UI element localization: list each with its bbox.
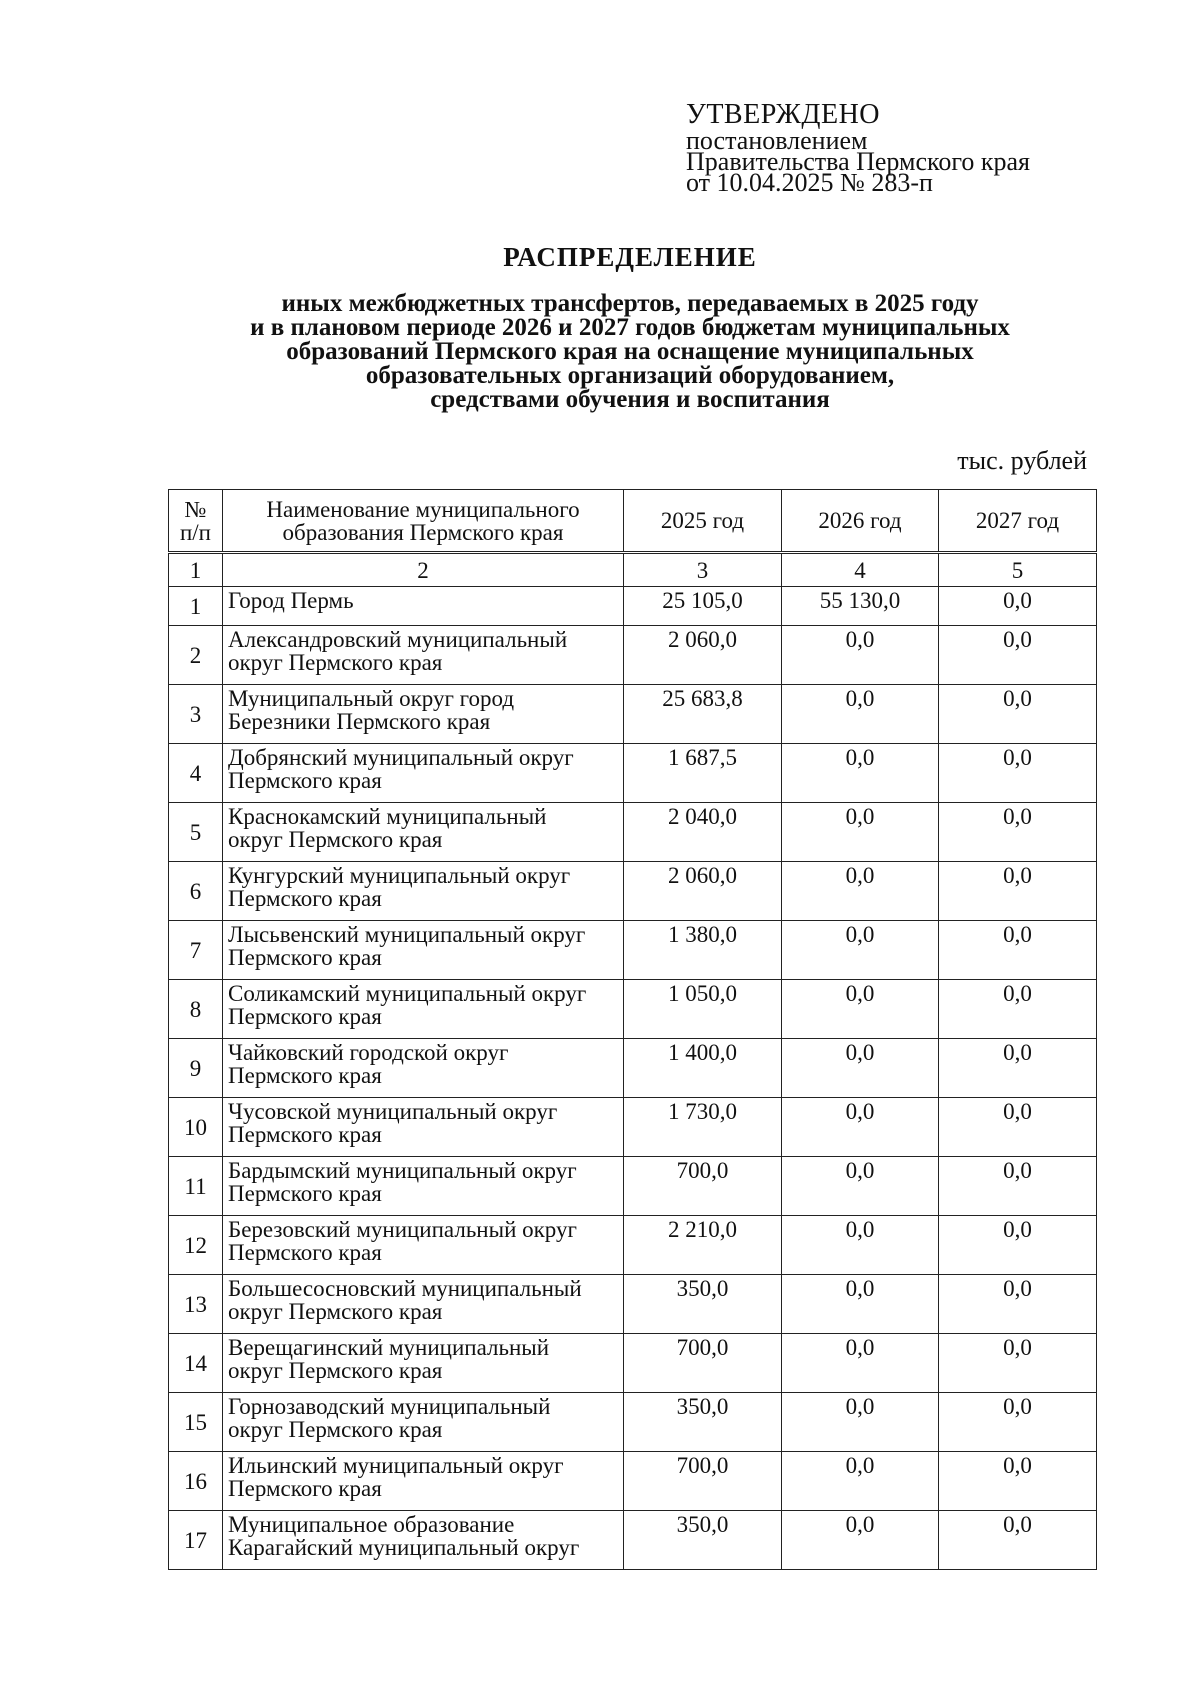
municipality-name — [223, 685, 624, 744]
table-row — [169, 1334, 1097, 1393]
municipality-name-line-2: Пермского края — [228, 945, 382, 970]
municipality-name-line-2: Пермского края — [228, 1063, 382, 1088]
value-2026: 0,0 — [782, 862, 939, 921]
table-row — [169, 1039, 1097, 1098]
units-label: тыс. рублей — [957, 446, 1087, 475]
municipality-name-line-1: Кунгурский муниципальный округ — [228, 863, 571, 888]
table-row — [169, 587, 1097, 626]
value-2026: 0,0 — [782, 921, 939, 980]
subtitle-line-2: и в плановом периоде 2026 и 2027 годов бюджетам муниципальных — [250, 314, 1010, 341]
municipality-name — [223, 1039, 624, 1098]
municipality-name-line-1: Лысьвенский муниципальный округ — [228, 922, 586, 947]
value-2025: 1 687,5 — [624, 744, 782, 803]
header-2026: 2026 год — [782, 490, 939, 553]
approval-title: УТВЕРЖДЕНО — [686, 99, 881, 130]
municipality-name-line-1: Муниципальное образование — [228, 1512, 515, 1537]
header-name — [223, 490, 624, 553]
municipality-name — [223, 1334, 624, 1393]
header-2027: 2027 год — [939, 490, 1097, 553]
subtitle-line-3: образований Пермского края на оснащение муниципальных — [286, 338, 974, 365]
value-2026: 0,0 — [782, 1511, 939, 1570]
table-header-row — [169, 490, 1097, 553]
value-2027: 0,0 — [939, 685, 1097, 744]
table-row — [169, 1275, 1097, 1334]
value-2027: 0,0 — [939, 1334, 1097, 1393]
municipality-name-line-2: Карагайский муниципальный округ — [228, 1535, 580, 1560]
municipality-name-line-1: Александровский муниципальный — [228, 627, 568, 652]
row-number: 5 — [169, 803, 223, 862]
table-row — [169, 1216, 1097, 1275]
value-2027: 0,0 — [939, 1157, 1097, 1216]
column-number: 5 — [939, 553, 1097, 587]
value-2027: 0,0 — [939, 980, 1097, 1039]
row-number: 2 — [169, 626, 223, 685]
value-2026: 0,0 — [782, 1216, 939, 1275]
table-row — [169, 862, 1097, 921]
table-row — [169, 1393, 1097, 1452]
row-number: 16 — [169, 1452, 223, 1511]
value-2027: 0,0 — [939, 626, 1097, 685]
table-row — [169, 980, 1097, 1039]
municipality-name-line-1: Краснокамский муниципальный — [228, 804, 547, 829]
value-2025: 2 040,0 — [624, 803, 782, 862]
municipality-name — [223, 1511, 624, 1570]
subtitle-line-4: образовательных организаций оборудованием, — [365, 362, 895, 389]
row-number: 13 — [169, 1275, 223, 1334]
approval-line-3: от 10.04.2025 № 283-п — [686, 168, 933, 197]
municipality-name-line-1: Ильинский муниципальный округ — [228, 1453, 564, 1478]
municipality-name — [223, 587, 624, 626]
value-2025: 25 105,0 — [624, 587, 782, 626]
municipality-name-line-2: Пермского края — [228, 1240, 382, 1265]
column-number: 3 — [624, 553, 782, 587]
value-2025: 2 060,0 — [624, 626, 782, 685]
value-2025: 700,0 — [624, 1334, 782, 1393]
value-2025: 350,0 — [624, 1275, 782, 1334]
value-2025: 2 060,0 — [624, 862, 782, 921]
value-2025: 700,0 — [624, 1157, 782, 1216]
value-2027: 0,0 — [939, 1275, 1097, 1334]
value-2027: 0,0 — [939, 1039, 1097, 1098]
value-2027: 0,0 — [939, 862, 1097, 921]
value-2026: 0,0 — [782, 1039, 939, 1098]
table-row — [169, 744, 1097, 803]
value-2026: 0,0 — [782, 1393, 939, 1452]
document-title: РАСПРЕДЕЛЕНИЕ — [503, 242, 757, 272]
municipality-name-line-1: Бардымский муниципальный округ — [228, 1158, 577, 1183]
column-number: 4 — [782, 553, 939, 587]
header-num — [169, 490, 223, 553]
municipality-name-line-1: Верещагинский муниципальный — [228, 1335, 550, 1360]
municipality-name — [223, 862, 624, 921]
municipality-name-line-2: Березники Пермского края — [228, 709, 491, 734]
municipality-name-line-2: Пермского края — [228, 1122, 382, 1147]
value-2026: 0,0 — [782, 685, 939, 744]
value-2027: 0,0 — [939, 1452, 1097, 1511]
value-2026: 0,0 — [782, 626, 939, 685]
value-2026: 0,0 — [782, 1275, 939, 1334]
value-2027: 0,0 — [939, 1511, 1097, 1570]
value-2025: 350,0 — [624, 1511, 782, 1570]
header-name-line-2: образования Пермского края — [282, 519, 564, 545]
subtitle-line-1: иных межбюджетных трансфертов, передаваемых в 2025 году — [281, 290, 979, 317]
municipality-name — [223, 1157, 624, 1216]
municipality-name — [223, 1393, 624, 1452]
row-number: 10 — [169, 1098, 223, 1157]
municipality-name-line-2: Пермского края — [228, 1181, 382, 1206]
municipality-name-line-1: Горнозаводский муниципальный — [228, 1394, 551, 1419]
municipality-name — [223, 921, 624, 980]
municipality-name — [223, 1098, 624, 1157]
municipality-name-line-1: Добрянский муниципальный округ — [228, 745, 574, 770]
value-2026: 55 130,0 — [782, 587, 939, 626]
table-row — [169, 803, 1097, 862]
municipality-name — [223, 626, 624, 685]
column-number: 1 — [169, 553, 223, 587]
header-num-line-2: п/п — [179, 519, 211, 545]
table-row — [169, 1511, 1097, 1570]
municipality-name-line-2: округ Пермского края — [228, 650, 443, 675]
row-number: 8 — [169, 980, 223, 1039]
value-2026: 0,0 — [782, 1452, 939, 1511]
municipality-name-line-2: Пермского края — [228, 768, 382, 793]
approval-line-2: Правительства Пермского края — [686, 147, 1030, 176]
value-2025: 1 050,0 — [624, 980, 782, 1039]
header-num-line-1: № — [184, 496, 207, 522]
municipality-name-line-1: Муниципальный округ город — [228, 686, 515, 711]
table-row — [169, 1452, 1097, 1511]
value-2026: 0,0 — [782, 1334, 939, 1393]
distribution-table — [168, 489, 1097, 1570]
municipality-name-line-1: Чусовской муниципальный округ — [228, 1099, 558, 1124]
municipality-name-line-2: Пермского края — [228, 886, 382, 911]
municipality-name — [223, 803, 624, 862]
column-number-row — [169, 553, 1097, 587]
municipality-name-line-2: округ Пермского края — [228, 827, 443, 852]
value-2025: 700,0 — [624, 1452, 782, 1511]
municipality-name-line-2: округ Пермского края — [228, 1358, 443, 1383]
value-2027: 0,0 — [939, 1216, 1097, 1275]
value-2027: 0,0 — [939, 1098, 1097, 1157]
municipality-name-line-1: Березовский муниципальный округ — [228, 1217, 577, 1242]
municipality-name — [223, 980, 624, 1039]
municipality-name-line-2: Пермского края — [228, 1476, 382, 1501]
table-row — [169, 1098, 1097, 1157]
municipality-name — [223, 1216, 624, 1275]
value-2025: 1 380,0 — [624, 921, 782, 980]
row-number: 14 — [169, 1334, 223, 1393]
table-row — [169, 921, 1097, 980]
row-number: 4 — [169, 744, 223, 803]
value-2025: 1 730,0 — [624, 1098, 782, 1157]
value-2025: 350,0 — [624, 1393, 782, 1452]
document-subtitle — [0, 292, 1200, 412]
municipality-name-line-2: округ Пермского края — [228, 1299, 443, 1324]
approval-line-1: постановлением — [686, 126, 868, 155]
municipality-name-line-1: Соликамский муниципальный округ — [228, 981, 587, 1006]
municipality-name-line-1: Город Пермь — [228, 588, 354, 613]
municipality-name-line-2: округ Пермского края — [228, 1417, 443, 1442]
row-number: 1 — [169, 587, 223, 626]
value-2025: 2 210,0 — [624, 1216, 782, 1275]
table-row — [169, 626, 1097, 685]
header-name-line-1: Наименование муниципального — [266, 496, 580, 522]
value-2026: 0,0 — [782, 803, 939, 862]
row-number: 6 — [169, 862, 223, 921]
value-2026: 0,0 — [782, 980, 939, 1039]
document-heading — [0, 242, 1200, 412]
row-number: 11 — [169, 1157, 223, 1216]
row-number: 3 — [169, 685, 223, 744]
value-2027: 0,0 — [939, 921, 1097, 980]
municipality-name-line-2: Пермского края — [228, 1004, 382, 1029]
row-number: 9 — [169, 1039, 223, 1098]
row-number: 12 — [169, 1216, 223, 1275]
value-2027: 0,0 — [939, 587, 1097, 626]
municipality-name-line-1: Большесосновский муниципальный — [228, 1276, 582, 1301]
column-number: 2 — [223, 553, 624, 587]
row-number: 7 — [169, 921, 223, 980]
municipality-name — [223, 1452, 624, 1511]
municipality-name — [223, 744, 624, 803]
approval-block — [686, 99, 1030, 197]
table-row — [169, 1157, 1097, 1216]
value-2027: 0,0 — [939, 744, 1097, 803]
municipality-name-line-1: Чайковский городской округ — [228, 1040, 509, 1065]
value-2026: 0,0 — [782, 1157, 939, 1216]
value-2027: 0,0 — [939, 803, 1097, 862]
row-number: 15 — [169, 1393, 223, 1452]
value-2027: 0,0 — [939, 1393, 1097, 1452]
row-number: 17 — [169, 1511, 223, 1570]
header-2025: 2025 год — [624, 490, 782, 553]
value-2026: 0,0 — [782, 1098, 939, 1157]
value-2025: 25 683,8 — [624, 685, 782, 744]
value-2025: 1 400,0 — [624, 1039, 782, 1098]
municipality-name — [223, 1275, 624, 1334]
table-row — [169, 685, 1097, 744]
value-2026: 0,0 — [782, 744, 939, 803]
subtitle-line-5: средствами обучения и воспитания — [430, 386, 830, 413]
